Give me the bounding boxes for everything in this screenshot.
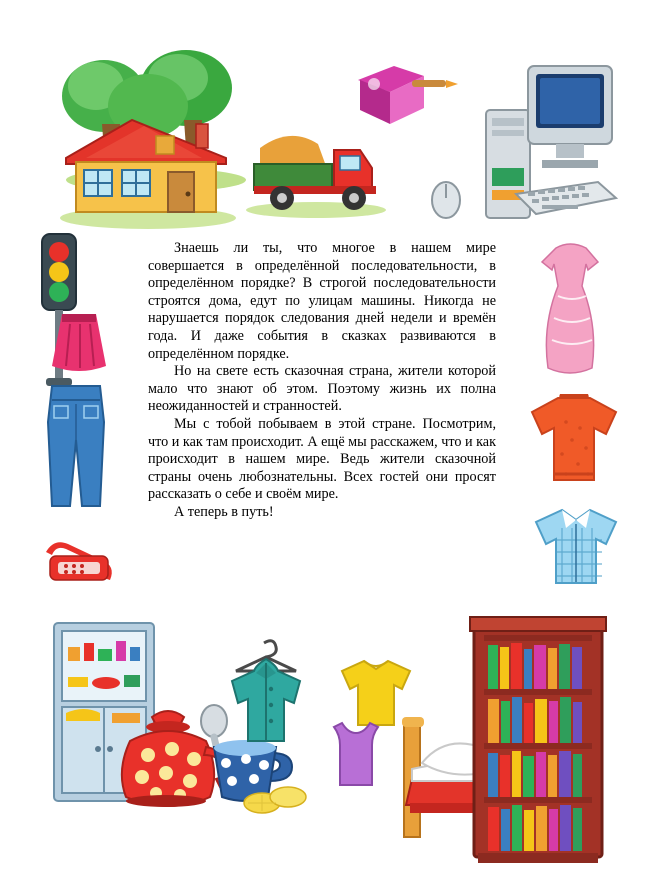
paragraph-3: Мы с тобой побываем в этой стране. Посмотрим, что и как там происходит. А ещё мы расскажем, что и как происходит в нашем мире. Ведь жители сказочной страны очень любознательны. Всех гостей они просят рассказать о себе и своём мире. (148, 415, 496, 503)
paragraph-2: Но на свете есть сказочная страна, жители которой мало что знают об этом. Поэтому жизнь их полна неожиданностей и странностей. (148, 363, 496, 415)
dress-illustration (528, 240, 618, 380)
skirt-illustration (46, 308, 116, 378)
desktop-computer-illustration (424, 48, 614, 228)
left-illustration-strip (0, 230, 148, 620)
right-illustration-strip (496, 230, 650, 620)
jeans-illustration (40, 382, 114, 512)
body-text (148, 240, 496, 522)
sweater-illustration (522, 388, 626, 492)
shirt-illustration (522, 504, 630, 596)
house-illustration (56, 110, 236, 230)
tank-top-illustration (326, 719, 386, 789)
paragraph-4: А теперь в путь! (174, 503, 274, 520)
paragraph-1: Знаешь ли ты, что многое в нашем мире совершается в определённой последовательности, в определённом порядке? В строгой последовательности строятся дома, едут по улицам машины. Никогда не нарушается порядок следования дней недели и времён года. И даже события в сказках развиваются в определённом порядке. (148, 240, 496, 362)
top-illustration-band (0, 0, 650, 240)
bottom-illustration-band (0, 615, 650, 871)
dump-truck-illustration (242, 120, 392, 220)
coat-illustration (216, 637, 316, 747)
lemon-slices-illustration (236, 781, 316, 821)
bookcase-illustration (468, 615, 608, 865)
telephone-illustration (36, 522, 122, 592)
